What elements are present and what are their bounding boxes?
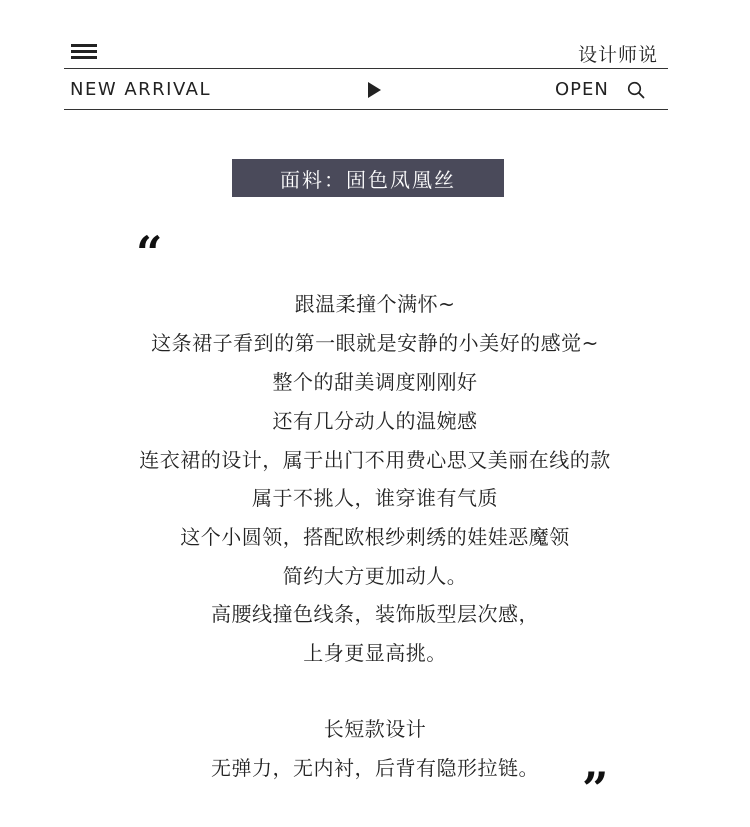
- description-line: 这条裙子看到的第一眼就是安静的小美好的感觉~: [151, 331, 599, 355]
- description-line: 跟温柔撞个满怀~: [294, 292, 456, 316]
- top-bar: [64, 36, 668, 69]
- hamburger-menu-icon[interactable]: [71, 44, 97, 59]
- description-line: 无弹力，无内衬，后背有隐形拉链。: [211, 756, 539, 780]
- description-line: 连衣裙的设计，属于出门不用费心思又美丽在线的款: [139, 448, 611, 472]
- new-arrival-link[interactable]: NEW ARRIVAL: [70, 79, 211, 100]
- fabric-label: 面料：固色凤凰丝: [280, 167, 456, 192]
- description-line: 整个的甜美调度刚刚好: [272, 370, 478, 394]
- description-line: 长短款设计: [323, 717, 427, 741]
- designer-talk-label: 设计师说: [577, 44, 658, 66]
- description-line: 这个小圆领，搭配欧根纱刺绣的娃娃恶魔领: [180, 525, 570, 549]
- nav-bar: [64, 69, 668, 110]
- open-link[interactable]: OPEN: [555, 79, 609, 100]
- close-quote-mark: ”: [582, 762, 609, 816]
- description-line: 高腰线撞色线条，装饰版型层次感，: [211, 602, 539, 626]
- search-icon[interactable]: [627, 81, 645, 99]
- open-quote-mark: “: [136, 226, 163, 280]
- fabric-banner: [232, 159, 504, 197]
- description-line: 简约大方更加动人。: [282, 564, 468, 588]
- play-icon[interactable]: [368, 82, 381, 98]
- description-line: 上身更显高挑。: [303, 641, 447, 665]
- description-line: 还有几分动人的温婉感: [272, 409, 478, 433]
- description-line: 属于不挑人，谁穿谁有气质: [252, 486, 498, 510]
